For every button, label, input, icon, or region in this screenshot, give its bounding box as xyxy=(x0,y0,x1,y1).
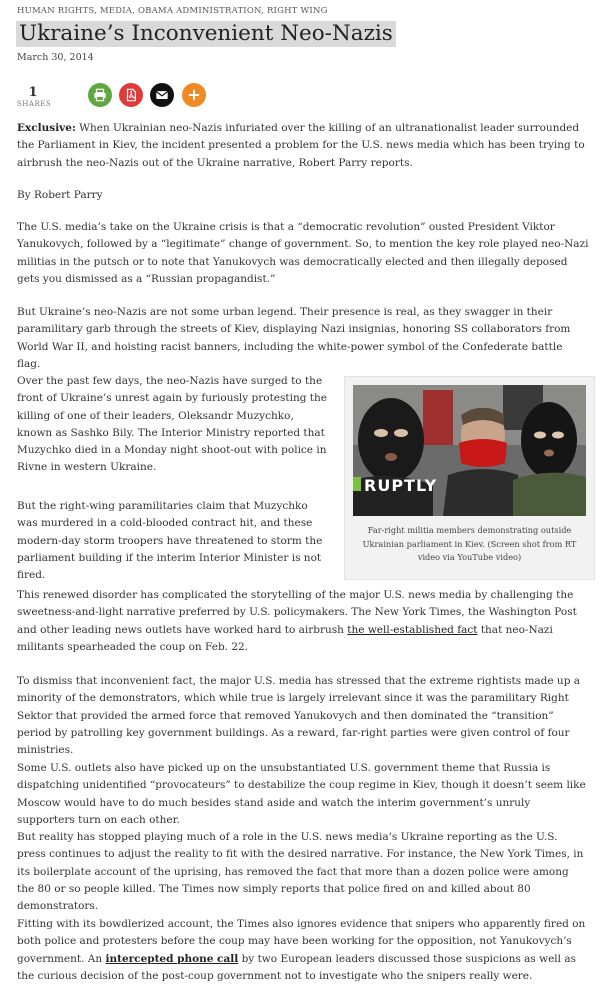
paragraph-2: But Ukraine’s neo-Nazis are not some urban legend. Their presence is real, as they swagger in their paramilitary garb through the streets of Kiev, displaying Nazi insignias, honoring SS collaborators from World War II, and hoisting racist banners, including the white-power symbol of the Confederate battle flag. xyxy=(17,306,571,370)
print-button[interactable] xyxy=(88,83,112,107)
share-count xyxy=(17,85,52,108)
intro-text: When Ukrainian neo-Nazis infuriated over the killing of an ultranationalist leader surrounded the Parliament in Kiev, the incident presented a problem for the U.S. news media which has been trying to airbrush the neo-Nazis out of the Ukraine narrative, Robert Parry reports. xyxy=(17,122,585,169)
article-date: March 30, 2014 xyxy=(17,52,94,63)
category-obama-administration[interactable]: OBAMA ADMINISTRATION xyxy=(137,6,262,16)
figure-caption: Far-right militia members demonstrating outside Ukrainian parliament in Kiev. (Screen shot from RT video via YouTube video) xyxy=(362,525,577,562)
print-icon xyxy=(93,88,107,102)
paragraph-6: To dismiss that inconvenient fact, the major U.S. media has stressed that the extreme rightists made up a minority of the demonstrators, which while true is largely irrelevant since it was the paramilitary Right Sektor that provided the armed force that removed Yanukovych and then dominated the “transition” period by patrolling key government buildings. As a reward, far-right parties were given control of four ministries. xyxy=(17,675,581,757)
article-figure xyxy=(344,376,595,580)
paragraph-1: The U.S. media’s take on the Ukraine crisis is that a “democratic revolution” ousted President Viktor Yanukovych, followed by a “legitimate” change of government. So, to mention the key role played neo-Nazi militias in the putsch or to note that Yanukovych was democratically elected and then illegally deposed gets you dismissed as a “Russian propagandist.” xyxy=(17,221,589,285)
protest-photo-illustration xyxy=(353,385,586,516)
protest-photo xyxy=(353,385,586,516)
paragraph-7: Some U.S. outlets also have picked up on the unsubstantiated U.S. government theme that Russia is dispatching unidentified “provocateurs” to destabilize the coup regime in Kiev, though it doesn’t seem like Moscow would have to do much besides stand aside and watch the interim government’s unruly supporters turn on each other. xyxy=(17,762,586,826)
pdf-icon xyxy=(124,88,138,102)
paragraph-5 xyxy=(17,587,589,656)
paragraph-5-text-a: This renewed disorder has complicated the storytelling of the major U.S. news media by challenging the sweetness-and-light narrative preferred by U.S. policymakers. The New York Times, the Washington Post and other leading news outlets have worked hard to airbrush xyxy=(17,589,577,636)
pdf-button[interactable] xyxy=(119,83,143,107)
paragraph-8: But reality has stopped playing much of a role in the U.S. news media’s Ukraine reporting as the U.S. press continues to adjust the reality to fit with the desired narrative. For instance, the New York Times, in its boilerplate account of the uprising, has removed the fact that more than a dozen police were among the 80 or so people killed. The Times now simply reports that police fired on and killed about 80 demonstrators. xyxy=(17,831,584,913)
byline: By Robert Parry xyxy=(17,189,103,201)
article-title: Ukraine’s Inconvenient Neo-Nazis xyxy=(16,21,396,47)
paragraph-9-text-a: Fitting with its bowdlerized account, the Times also ignores evidence that snipers who apparently fired on both police and protesters before the coup may have been working for the opposition, not Yanukovych’s government. An xyxy=(17,918,586,965)
well-established-fact-link[interactable]: the well-established fact xyxy=(347,623,478,636)
paragraph-9 xyxy=(17,916,589,985)
category-human-rights[interactable]: HUMAN RIGHTS xyxy=(17,6,95,16)
paragraph-5-text-b: that neo-Nazi militants spearheaded the coup on Feb. 22. xyxy=(17,623,553,653)
email-button[interactable] xyxy=(150,83,174,107)
add-share-button[interactable] xyxy=(182,83,206,107)
article-intro xyxy=(17,120,589,172)
email-icon xyxy=(155,88,169,102)
paragraph-9-text-b: by two European leaders discussed those suspicions as well as the curious decision of the post-coup government not to investigate who the snipers really were. xyxy=(17,952,576,982)
category-media[interactable]: MEDIA xyxy=(99,6,133,16)
paragraph-3: Over the past few days, the neo-Nazis have surged to the front of Ukraine’s unrest again by furiously protesting the killing of one of their leaders, Oleksandr Muzychko, known as Sashko Bily. The Interior Ministry reported that Muzychko died in a Monday night shoot-out with police in Rivne in western Ukraine. xyxy=(17,375,327,474)
intercepted-phone-call-link[interactable]: intercepted phone call xyxy=(105,952,239,965)
ruptly-watermark: RUPTLY xyxy=(364,476,438,495)
share-count-label: SHARES xyxy=(17,100,52,108)
add-icon xyxy=(187,88,201,102)
intro-lead: Exclusive: xyxy=(17,122,76,134)
category-list: HUMAN RIGHTS, MEDIA, OBAMA ADMINISTRATION, RIGHT WING xyxy=(17,6,328,16)
category-right-wing[interactable]: RIGHT WING xyxy=(266,6,328,16)
paragraph-4: But the right-wing paramilitaries claim that Muzychko was murdered in a cold-blooded contract hit, and these modern-day storm troopers have threatened to storm the parliament building if the interim Interior Minister is not fired. xyxy=(17,500,323,582)
share-count-number: 1 xyxy=(28,85,38,100)
